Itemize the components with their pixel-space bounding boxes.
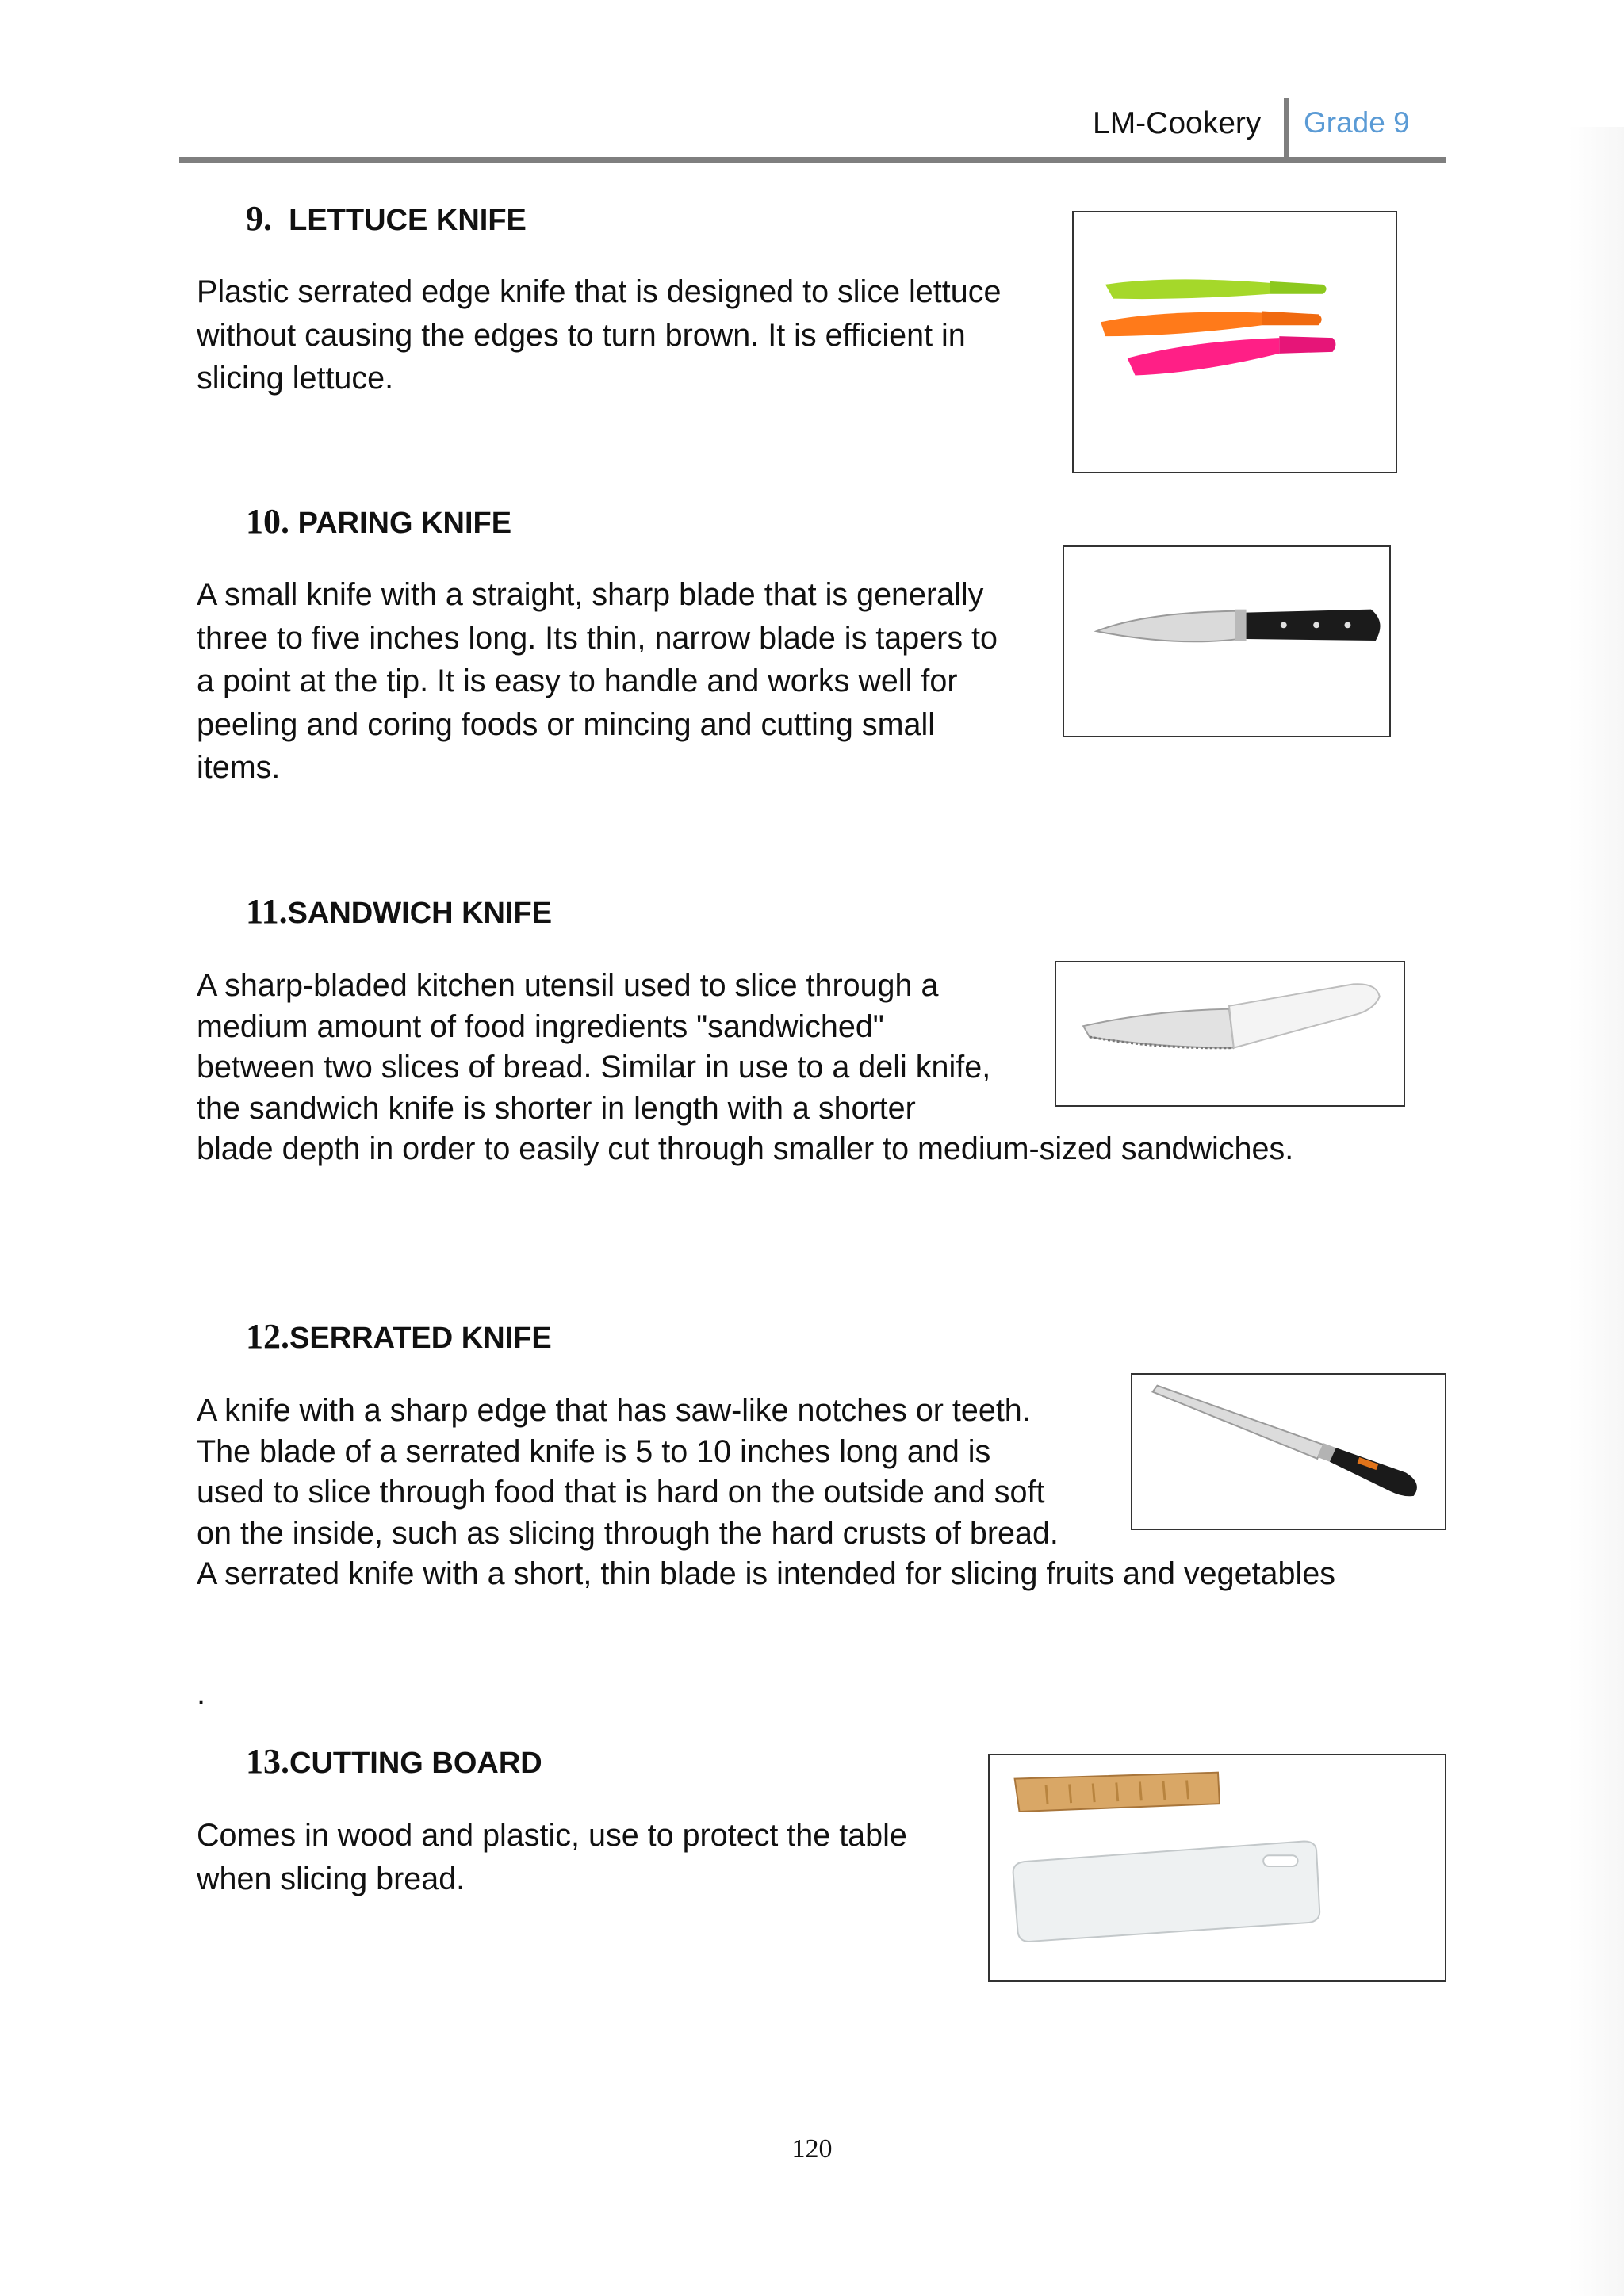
text-line: A sharp-bladed kitchen utensil used to slice through a	[197, 968, 939, 1003]
text-line: on the inside, such as slicing through the hard crusts of bread.	[197, 1515, 1059, 1551]
section-heading-sandwich-knife	[246, 891, 552, 932]
text-line: when slicing bread.	[197, 1861, 465, 1896]
section-heading-serrated-knife	[246, 1316, 552, 1357]
text-line: slicing lettuce.	[197, 361, 394, 396]
text-line: The blade of a serrated knife is 5 to 10 inches long and is	[197, 1433, 991, 1469]
text-line: A knife with a sharp edge that has saw-like notches or teeth.	[197, 1393, 1031, 1428]
page-edge-shadow	[1568, 127, 1624, 2296]
text-line: items.	[197, 750, 281, 785]
sandwich-knife-icon	[1056, 962, 1404, 1105]
text-line: the sandwich knife is shorter in length with a shorter	[197, 1090, 916, 1126]
header-separator	[1284, 98, 1289, 159]
lettuce-knives-icon	[1074, 212, 1396, 472]
text-line: medium amount of food ingredients "sandwiched"	[197, 1008, 884, 1044]
section-number: 12.	[246, 1317, 289, 1356]
paring-knife-icon	[1064, 547, 1389, 736]
section-number: 10.	[246, 502, 289, 541]
text-line: without causing the edges to turn brown. It is efficient in	[197, 317, 966, 353]
section-heading-lettuce-knife	[246, 198, 527, 239]
section-heading-cutting-board	[246, 1741, 542, 1781]
text-line: three to five inches long. Its thin, narrow blade is tapers to	[197, 620, 998, 656]
section-title: SANDWICH KNIFE	[287, 897, 553, 930]
text-line: blade depth in order to easily cut through smaller to medium-sized sandwiches.	[197, 1131, 1294, 1166]
section-title: CUTTING BOARD	[289, 1747, 542, 1780]
text-line: A serrated knife with a short, thin blade is intended for slicing fruits and vegetables	[197, 1556, 1335, 1591]
lettuce-knives-image	[1072, 211, 1397, 473]
text-line: a point at the tip. It is easy to handle and works well for	[197, 664, 958, 698]
sandwich-knife-image	[1055, 961, 1405, 1107]
text-line: peeling and coring foods or mincing and cutting small	[197, 706, 935, 742]
header-rule	[179, 157, 1446, 163]
section-text-cutting-board	[197, 1814, 907, 1900]
section-title: PARING KNIFE	[297, 507, 512, 540]
page-number: 120	[791, 2134, 833, 2164]
text-line: Comes in wood and plastic, use to protect the table	[197, 1818, 907, 1853]
section-text-lettuce-knife	[197, 270, 1001, 400]
header-grade-label: Grade 9	[1304, 106, 1410, 139]
text-line: Plastic serrated edge knife that is designed to slice lettuce	[197, 274, 1002, 309]
section-text-paring-knife	[197, 573, 998, 790]
section-number: 9.	[246, 199, 272, 238]
text-line: between two slices of bread. Similar in use to a deli knife,	[197, 1050, 991, 1085]
cutting-boards-icon	[990, 1755, 1445, 1980]
section-title: LETTUCE KNIFE	[289, 204, 527, 237]
cutting-boards-image	[988, 1754, 1446, 1982]
stray-mark: .	[197, 1676, 206, 1711]
serrated-knife-icon	[1132, 1375, 1445, 1529]
text-line: A small knife with a straight, sharp blade that is generally	[197, 577, 984, 612]
section-number: 13.	[246, 1742, 289, 1781]
header-course-title: LM-Cookery	[1093, 106, 1262, 140]
section-number: 11.	[246, 892, 288, 931]
section-heading-paring-knife	[246, 501, 511, 541]
text-line: used to slice through food that is hard on the outside and soft	[197, 1475, 1045, 1510]
paring-knife-image	[1063, 545, 1391, 737]
serrated-knife-image	[1131, 1373, 1446, 1530]
section-title: SERRATED KNIFE	[289, 1322, 552, 1355]
